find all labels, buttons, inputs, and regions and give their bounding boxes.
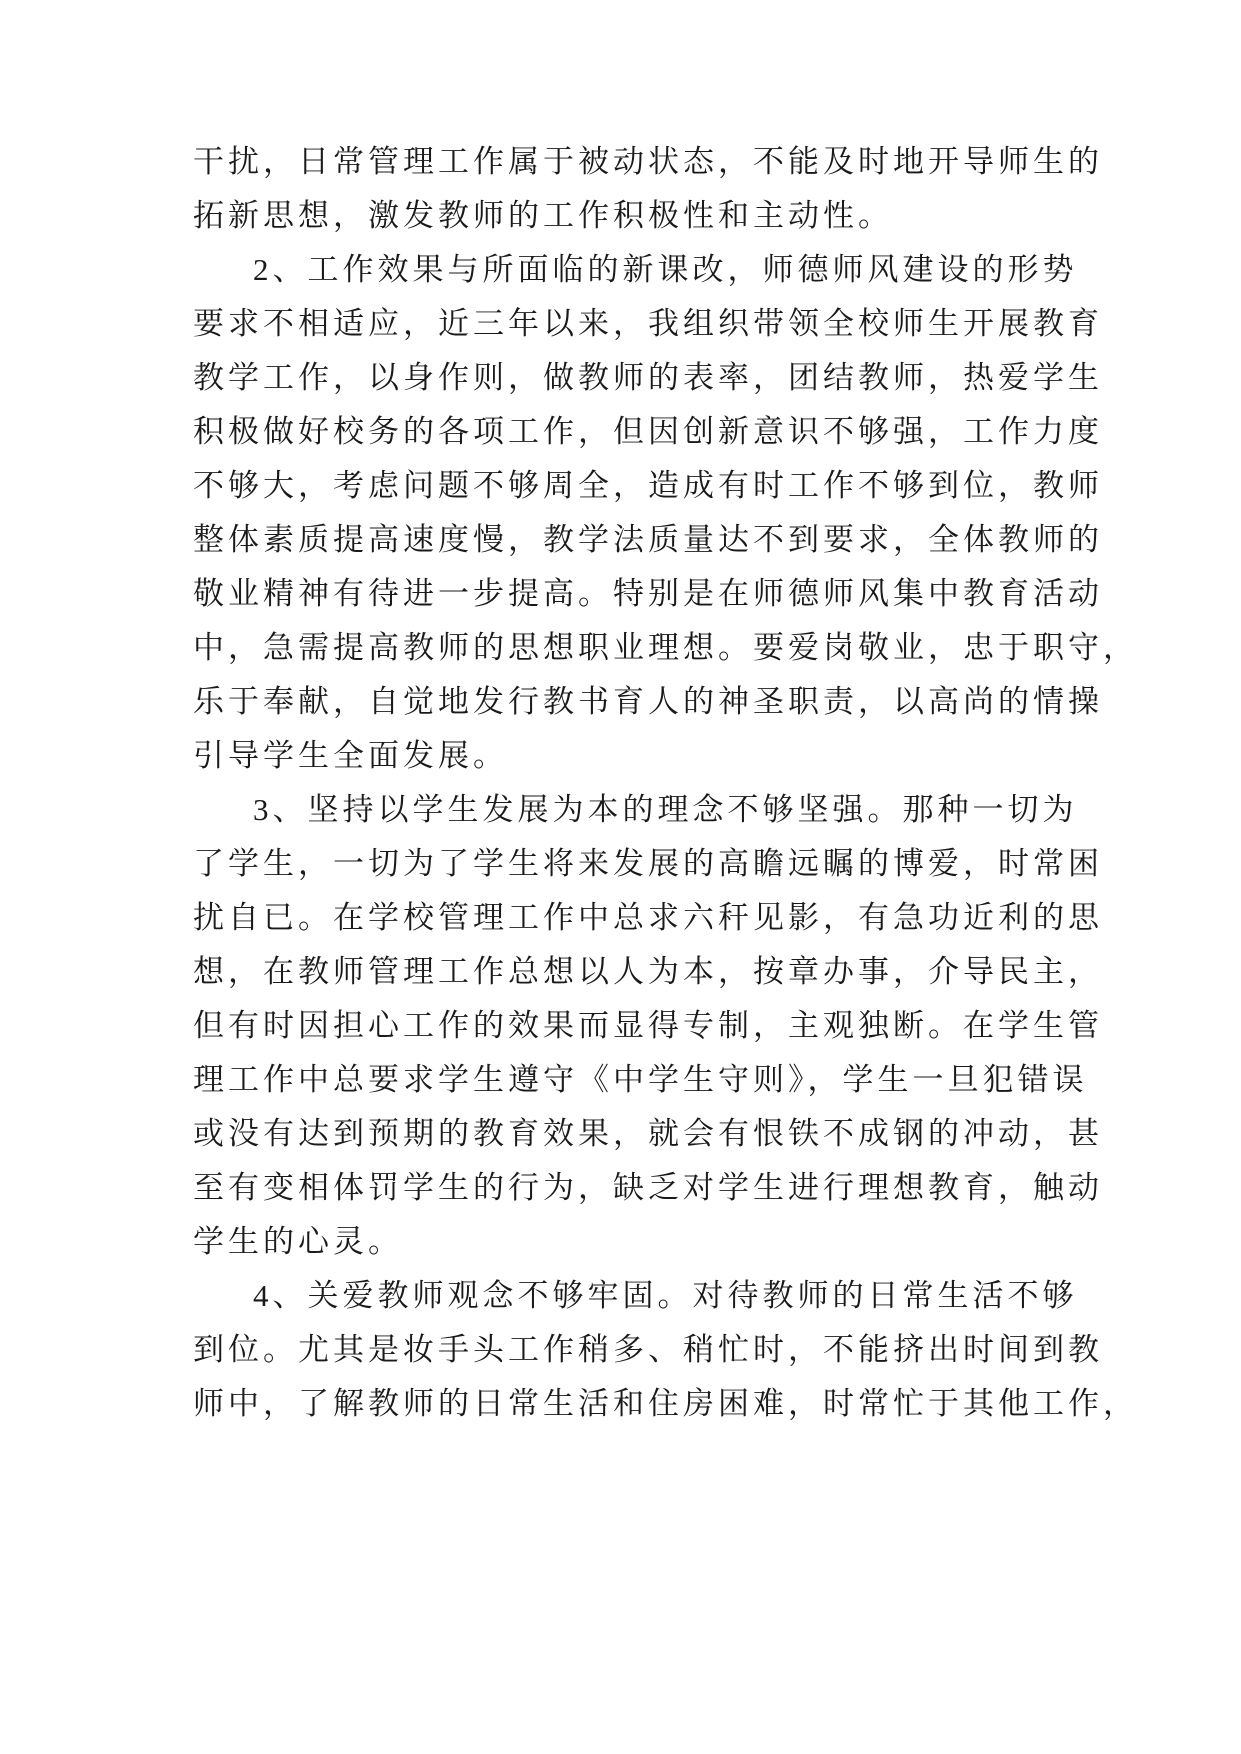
text-line: 扰自已。在学校管理工作中总求六秆见影，有急功近利的思 xyxy=(193,900,1103,935)
text-line: 师中，了解教师的日常生活和住房困难，时常忙于其他工作， xyxy=(193,1386,1138,1421)
text-line: 或没有达到预期的教育效果，就会有恨铁不成钢的冲动，甚 xyxy=(193,1116,1103,1151)
text-line: 但有时因担心工作的效果而显得专制，主观独断。在学生管 xyxy=(193,1008,1103,1043)
text-line: 引导学生全面发展。 xyxy=(193,738,508,773)
text-line: 拓新思想，激发教师的工作积极性和主动性。 xyxy=(193,198,893,233)
text-line: 学生的心灵。 xyxy=(193,1224,403,1259)
text-line: 理工作中总要求学生遵守《中学生守则》，学生一旦犯错误 xyxy=(193,1062,1088,1097)
paragraph-start-line: 2、工作效果与所面临的新课改，师德师风建设的形势 xyxy=(253,252,1078,287)
paragraph-start-line: 4、关爱教师观念不够牢固。对待教师的日常生活不够 xyxy=(253,1278,1078,1313)
paragraph-start-line: 3、坚持以学生发展为本的理念不够坚强。那种一切为 xyxy=(253,792,1078,827)
text-line: 敬业精神有待进一步提高。特别是在师德师风集中教育活动 xyxy=(193,576,1103,611)
text-line: 积极做好校务的各项工作，但因创新意识不够强，工作力度 xyxy=(193,414,1103,449)
text-line: 了学生，一切为了学生将来发展的高瞻远瞩的博爱，时常困 xyxy=(193,846,1103,881)
text-line: 至有变相体罚学生的行为，缺乏对学生进行理想教育，触动 xyxy=(193,1170,1103,1205)
text-line: 教学工作，以身作则，做教师的表率，团结教师，热爱学生 xyxy=(193,360,1103,395)
text-line: 中，急需提高教师的思想职业理想。要爱岗敬业，忠于职守， xyxy=(193,630,1138,665)
text-line: 到位。尤其是妆手头工作稍多、稍忙时，不能挤出时间到教 xyxy=(193,1332,1103,1367)
text-line: 整体素质提高速度慢，教学法质量达不到要求，全体教师的 xyxy=(193,522,1103,557)
text-line: 乐于奉献，自觉地发行教书育人的神圣职责，以高尚的情操 xyxy=(193,684,1103,719)
text-line: 干扰，日常管理工作属于被动状态，不能及时地开导师生的 xyxy=(193,144,1103,179)
text-line: 不够大，考虑问题不够周全，造成有时工作不够到位，教师 xyxy=(193,468,1103,503)
text-line: 想，在教师管理工作总想以人为本，按章办事，介导民主， xyxy=(193,954,1103,989)
text-line: 要求不相适应，近三年以来，我组织带领全校师生开展教育 xyxy=(193,306,1103,341)
